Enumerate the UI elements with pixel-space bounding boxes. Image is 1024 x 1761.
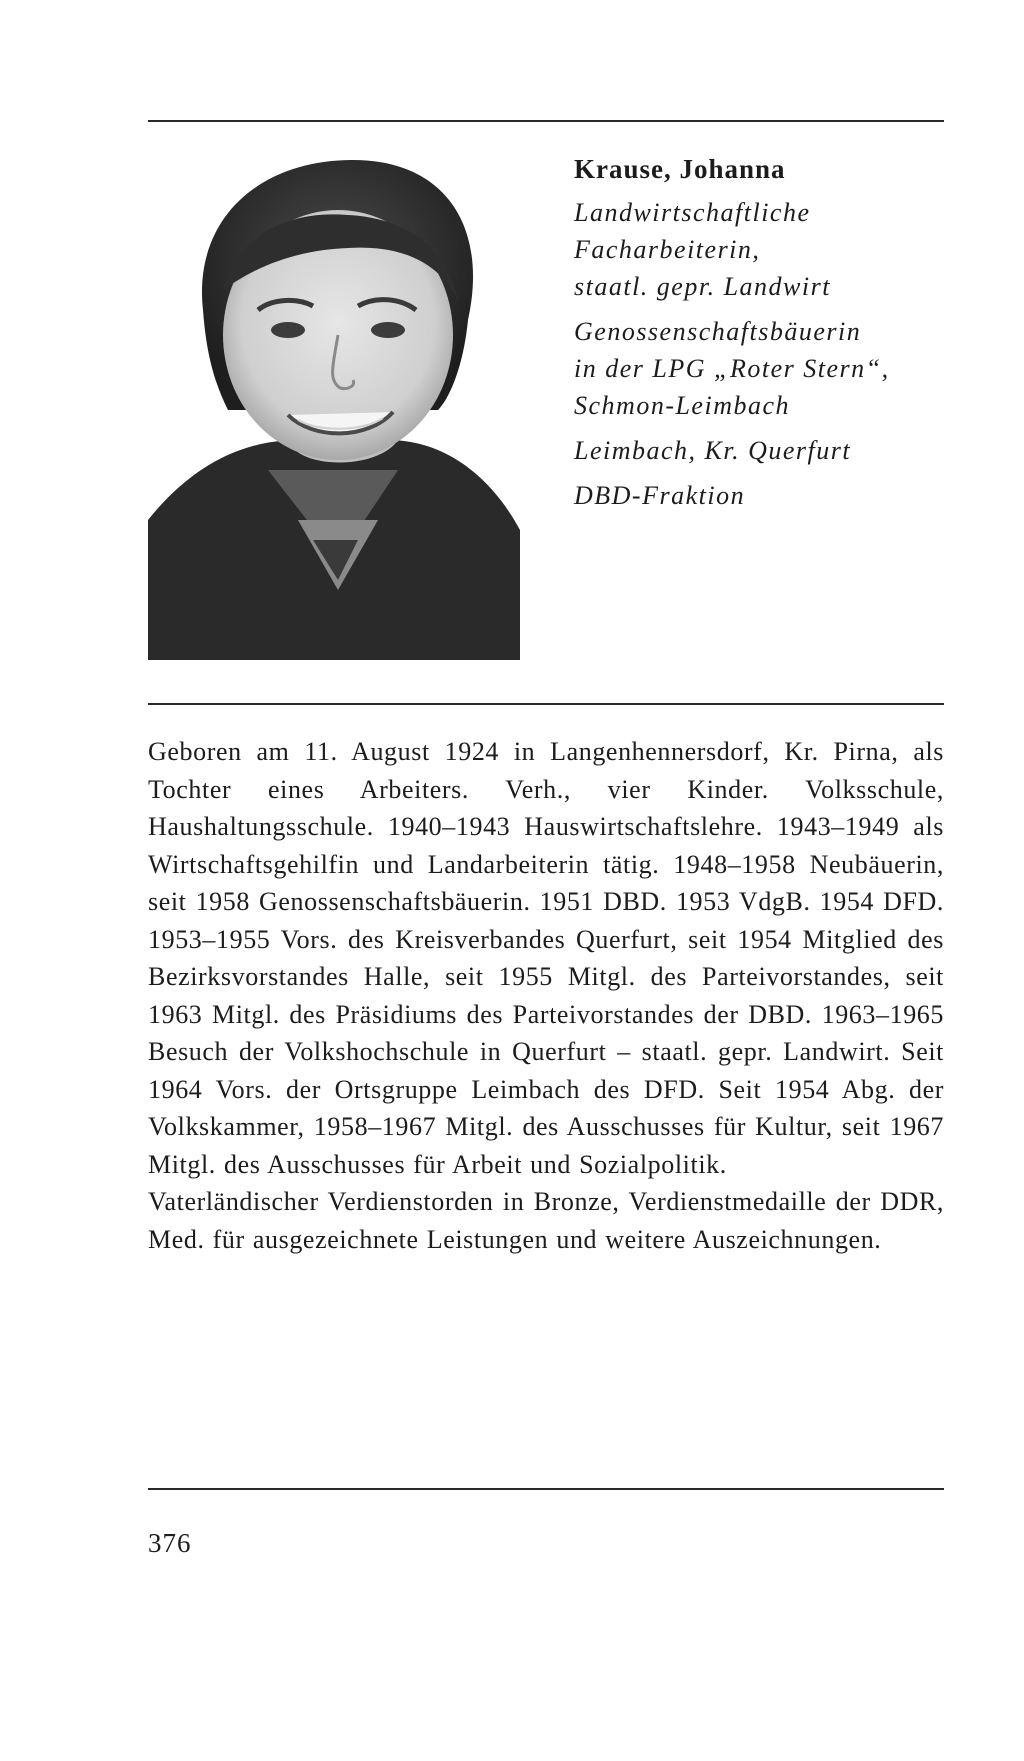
top-rule [148, 120, 944, 122]
page-number: 376 [148, 1528, 192, 1558]
workplace-line: in der LPG „Roter Stern“, [574, 354, 890, 383]
profession-line: Landwirtschaftliche [574, 198, 811, 227]
workplace-line: Genossenschaftsbäuerin [574, 317, 862, 346]
biography-text [148, 733, 944, 1258]
faction-line: DBD-Fraktion [574, 481, 746, 510]
bottom-rule [148, 1488, 944, 1490]
biography-paragraph: Geboren am 11. August 1924 in Langenhennersdorf, Kr. Pirna, als Tochter eines Arbeiters. Verh., vier Kinder. Volksschule, Haushaltungsschule. 1940–1943 Hauswirtschaftslehre. 1943–1949 als Wirtschaftsgehilfin und Landarbeiterin tätig. 1948–1958 Neubäuerin, seit 1958 Genossenschaftsbäuerin. 1951 DBD. 1953 VdgB. 1954 DFD. 1953–1955 Vors. des Kreisverbandes Querfurt, seit 1954 Mitglied des Bezirksvorstandes Halle, seit 1955 Mitgl. des Parteivorstandes, seit 1963 Mitgl. des Präsidiums des Parteivorstandes der DBD. 1963–1965 Besuch der Volkshochschule in Querfurt – staatl. gepr. Landwirt. Seit 1964 Vors. der Ortsgruppe Leimbach des DFD. Seit 1954 Abg. der Volkskammer, 1958–1967 Mitgl. des Ausschusses für Kultur, seit 1967 Mitgl. des Ausschusses für Arbeit und Sozialpolitik. [148, 737, 944, 1179]
awards-paragraph: Vaterländischer Verdienstorden in Bronze, Verdienstmedaille der DDR, Med. für ausgezeichnete Leistungen und weitere Auszeichnungen. [148, 1187, 944, 1254]
entry-header [574, 150, 944, 514]
residence-line: Leimbach, Kr. Querfurt [574, 436, 852, 465]
profession-line: Facharbeiterin, [574, 235, 761, 264]
person-name: Krause, Johanna [574, 154, 786, 184]
profession-line: staatl. gepr. Landwirt [574, 272, 831, 301]
portrait-photo [148, 140, 523, 660]
workplace-line: Schmon-Leimbach [574, 391, 791, 420]
middle-rule [148, 703, 944, 705]
